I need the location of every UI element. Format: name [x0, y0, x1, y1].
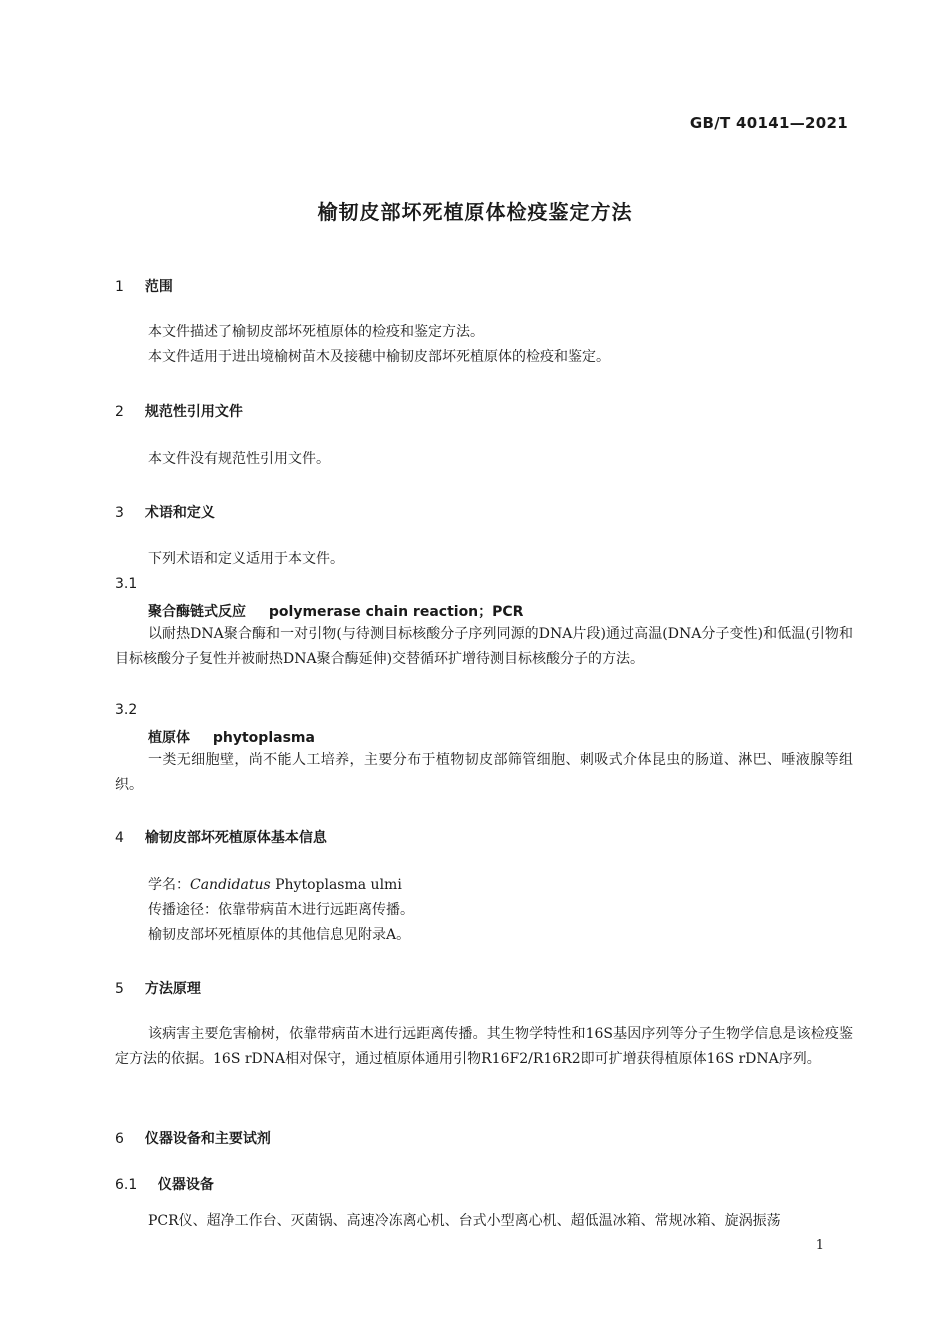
section-1-heading — [115, 276, 173, 296]
paragraph: 传播途径：依靠带病苗木进行远距离传播。 — [148, 902, 414, 918]
sci-name-rest: Phytoplasma ulmi — [270, 877, 402, 893]
section-title: 仪器设备和主要试剂 — [144, 1131, 271, 1147]
section-6-heading — [115, 1128, 271, 1148]
section-title: 方法原理 — [144, 981, 201, 997]
section-title: 规范性引用文件 — [144, 404, 243, 420]
paragraph: 下列术语和定义适用于本文件。 — [148, 551, 344, 567]
term-heading — [148, 601, 523, 621]
subsection-6-1-heading — [115, 1174, 214, 1194]
term-en: phytoplasma — [212, 730, 315, 746]
term-number: 3.1 — [115, 576, 138, 592]
section-2-heading — [115, 401, 243, 421]
term-definition: 一类无细胞壁，尚不能人工培养，主要分布于植物韧皮部筛管细胞、刺吸式介体昆虫的肠道、淋巴、唾液腺等组织。 — [115, 752, 853, 793]
sci-name-label: 学名： — [148, 877, 190, 893]
section-3-heading — [115, 502, 215, 522]
page-title: 榆韧皮部坏死植原体检疫鉴定方法 — [317, 200, 633, 224]
section-number: 6 — [115, 1131, 124, 1147]
subsection-number: 6.1 — [115, 1177, 138, 1193]
section-number: 4 — [115, 830, 124, 846]
paragraph: 榆韧皮部坏死植原体的其他信息见附录A。 — [148, 927, 411, 943]
section-number: 3 — [115, 505, 124, 521]
paragraph: PCR仪、超净工作台、灭菌锅、高速冷冻离心机、台式小型离心机、超低温冰箱、常规冰箱、旋涡振荡 — [148, 1213, 781, 1229]
sci-name-italic: Candidatus — [190, 877, 271, 893]
term-heading — [148, 727, 315, 747]
term-definition: 以耐热DNA聚合酶和一对引物(与待测目标核酸分子序列同源的DNA片段)通过高温(DNA分子变性)和低温(引物和目标核酸分子复性并被耐热DNA聚合酶延伸)交替循环扩增待测目标核酸分子的方法。 — [115, 626, 853, 667]
term-en: polymerase chain reaction；PCR — [268, 604, 524, 620]
scientific-name — [115, 873, 853, 898]
section-5-heading — [115, 978, 201, 998]
subsection-title: 仪器设备 — [157, 1177, 214, 1193]
paragraph: 本文件没有规范性引用文件。 — [148, 451, 330, 467]
section-title: 术语和定义 — [144, 505, 215, 521]
term-number: 3.2 — [115, 702, 138, 718]
paragraph: 本文件适用于进出境榆树苗木及接穗中榆韧皮部坏死植原体的检疫和鉴定。 — [148, 349, 610, 365]
section-number: 1 — [115, 279, 124, 295]
section-title: 范围 — [144, 279, 173, 295]
section-4-heading — [115, 827, 327, 847]
paragraph: 本文件描述了榆韧皮部坏死植原体的检疫和鉴定方法。 — [148, 324, 484, 340]
section-number: 5 — [115, 981, 124, 997]
section-number: 2 — [115, 404, 124, 420]
page-number: 1 — [815, 1238, 824, 1253]
term-cn: 聚合酶链式反应 — [148, 604, 246, 620]
standard-code: GB/T 40141—2021 — [689, 114, 848, 132]
paragraph: 该病害主要危害榆树，依靠带病苗木进行远距离传播。其生物学特性和16S基因序列等分子生物学信息是该检疫鉴定方法的依据。16S rDNA相对保守，通过植原体通用引物R16F2/R16R2即可扩增获得植原体16S rDNA序列。 — [115, 1026, 853, 1067]
term-cn: 植原体 — [148, 730, 190, 746]
section-title: 榆韧皮部坏死植原体基本信息 — [144, 830, 327, 846]
